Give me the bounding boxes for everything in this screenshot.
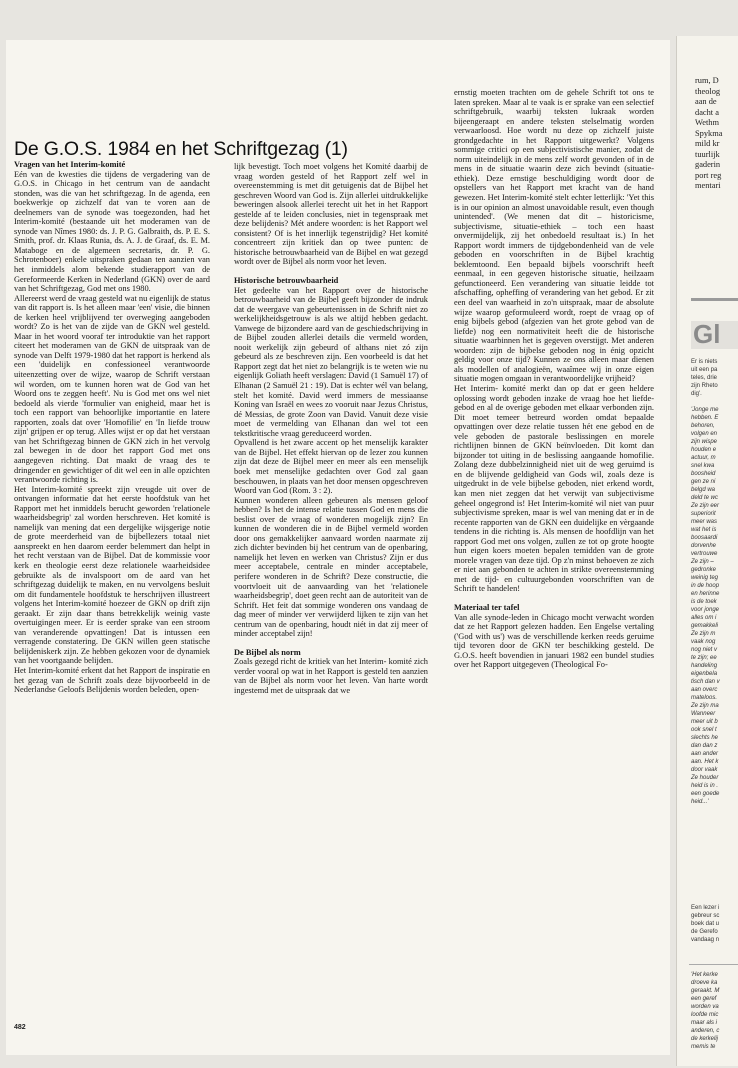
text-line: behoren, xyxy=(691,423,715,429)
article-title: De G.O.S. 1984 en het Schriftgezag (1) xyxy=(14,138,348,160)
text-line: dorvenhe xyxy=(691,543,717,549)
text-line: de kerkelij xyxy=(691,1036,719,1042)
paragraph: lijk bevestigt. Toch moet volgens het Komité daarbij de vraag worden gesteld of het Rapport zelf wel in overeenstemming is met dit getuigenis dat de Bijbel het geschreven Woord van God is. Zijn allerlei uitdrukkelijke beweringen alsook allerlei terecht uit het in het Rapport gestelde af te leiden conclusies, niet in tegenspraak met deze belijdenis? Mét andere woorden: is het Rapport wel consistent? Of is het innerlijk tegenstrijdig? Het komité concentreert zijn kritiek dan op twee punten: de historische betrouwbaarheid van de Bijbel en wat gezegd wordt over de Bijbel als norm voor het leven. xyxy=(234,162,428,267)
text-line: meer uit b xyxy=(691,719,718,725)
text-line: slechts he xyxy=(691,735,719,741)
text-line: voor jonge xyxy=(691,607,720,613)
text-line: mentari xyxy=(695,181,721,190)
next-page-heading: Gl xyxy=(693,319,721,349)
paragraph: Allereerst werd de vraag gesteld wat nu eigenlijk de status van dit rapport is. Is het alleen maar 'een' visie, die binnen de kerken heel vrijblijvend ter overweging aangeboden wordt? Zo is het van de zijde van de GKN wel gesteld. Maar in het woord vooraf ter introduktie van het rapport citeert het moderamen van de GKN de uitspraak van de synode van Delft 1979-1980 dat het rapport is herkend als een 'duidelijk en confessioneel verantwoorde uiteenzetting over de wijze, waarop de Schrift verstaan wil worden, om te kunnen horen wat de God van het Woord ons te zeggen heeft'. Nu is God met ons wel niet bedoeld als vierde 'formulier van enigheid, maar het is toch een rapport van behoorlijke importantie en latere rapporten, zoals dat over 'Homofilie' en 'In liefde trouw zijn' grijpen er op terug. Alles wijst er op dat het verstaan van het Schriftgezag binnen de GKN zich in het vervolg zal bewegen in de door het rapport God met ons aangegeven richting. Dat maakt de vraag des te dringender en gewichtiger of dit wel een in alle opzichten verantwoorde richting is. xyxy=(14,293,210,485)
text-line: ook snel t xyxy=(691,727,717,733)
paragraph: Opvallend is het zware accent op het menselijk karakter van de Bijbel. Het effekt hiervan op de lezer zou kunnen zijn dat deze de Bijbel meer en meer als een menselijk boek met menselijke gedachten over God zal gaan beschouwen, in plaats van het door mensen opgeschreven Woord van God (Rom. 3 : 2). xyxy=(234,438,428,496)
text-line: alles om i xyxy=(691,615,717,621)
text-line: meer was xyxy=(691,519,718,525)
text-line: memis te xyxy=(691,1044,716,1050)
text-line: rum, D xyxy=(695,76,719,85)
paragraph: Het Interim-komité spreekt zijn vreugde uit over de ontvangen informatie dat het eerste hoofdstuk van het Rapport met het inmiddels berucht geworden 'relationele waarheidsbegrip' zal worden herschreven. Het komité is namelijk van mening dat een dergelijke wijsgerige notie de grote meerderheid van de bijbellezers totaal niet aanspreekt en hen daarom eerder belemmert dan helpt in het recht verstaan van de Bijbel. Dat de kommissie voor kerk en theologie eerst deze relationele waarheidsidee gebruikte als de invalspoort om de aard van het schriftgezag duidelijk te maken, en nu vervolgens besluit om dit fundamentele hoofdstuk te herschrijven illustreert volgens het Interim-komité hoezeer de GKN op drift zijn geraakt. Er zijn daar thans betrekkelijk weinig vaste overtuigingen meer. Er is eerder sprake van een stroom van veranderende opvattingen! Dat is intussen een verragende constatering. De GKN willen geen statische belijdeniskerk zijn. Ze hebben gekozen voor de dynamiek van het voortgaande belijden. xyxy=(14,484,210,666)
text-line: gemakkeli xyxy=(691,623,719,629)
text-line: teles, drie xyxy=(691,375,718,381)
text-line: Ze zijn m xyxy=(691,631,716,637)
text-line: te zijn; ee xyxy=(691,655,717,661)
text-line: mild kr xyxy=(695,139,720,148)
text-line: aan overc xyxy=(691,687,718,693)
text-line: droeve ka xyxy=(691,980,718,986)
text-line: Een lezer i xyxy=(691,905,720,911)
text-line: gebreur sc xyxy=(691,913,720,919)
text-line: superiorit xyxy=(691,511,716,517)
text-line: mateloos. xyxy=(691,695,718,701)
text-line: houden e xyxy=(691,447,717,453)
text-line: uit een pa xyxy=(691,367,718,373)
text-line: 'Jonge me xyxy=(691,407,719,413)
text-line: aan de xyxy=(695,97,717,106)
text-line: nog niet v xyxy=(691,647,718,653)
text-line: 'Het kerke xyxy=(691,972,718,978)
text-line: port reg xyxy=(695,170,722,180)
text-line: tisch dan v xyxy=(691,679,720,685)
text-line: gen ze ni xyxy=(691,479,716,485)
text-line: tuurlijk xyxy=(695,149,720,159)
text-line: geraakt. M xyxy=(691,988,720,994)
text-line: Er is niets xyxy=(691,359,718,365)
text-line: in de hoop xyxy=(691,583,720,589)
text-column-2 xyxy=(234,162,428,696)
paragraph: ernstig moeten trachten om de gehele Schrift tot ons te laten spreken. Maar al te vaak is er sprake van een selectief schriftgebruik, waarbij teksten lukraak worden bijeengeraapt en andere teksten stelselmatig worden verwaarloosd. Hoe wordt nu deze op zichzelf juiste grondgedachte in het Rapport uitgewerkt? Volgens sommige critici op een subjectivistische manier, zodat de norm uiteindelijk in de mens zelf wordt gevonden of in de mens in de situatie waarin deze zich bevindt (situatie- ethiek). Deze ernstige beschuldiging wordt door de opstellers van het Rapport met kracht van de hand gewezen. Het Interim-komité stelt echter letterlijk: 'Yet this is in our opinion an almost unavoidable result, even though unintended'. (We menen dat dit – historicisme, subjectivisme, situatie-ethiek – toch een haast onvermijdelijk, zij het onbedoeld resultaat is.) In het Rapport wordt immers de tijdgebondenheid van de vele geboden en voorschriften in de Bijbel krachtig beklemtoond. Een bepaald bijbels voorschrift heeft eenmaal, in een gegeven historische situatie, heilzaam gefunctioneerd. Een verandering van situatie leidde tot afschaffing, opheffing of verandering van het gebod. Er zit een deel van waarheid in zo'n uitspraak, maar de absolute wijze waarop geformuleerd wordt, roept de vraag op of enig bijbels gebod (afgezien van het grote gebod van de liefde) nog een normativiteit heeft die de historische situatie waarbinnen het is gegeven overstijgt. Met anderen woorden: zijn de bijbelse geboden nog in énig opzicht geldig voor onze tijd? Kunnen ze ons alleen maar dienen als modellen of analogieën, waaîmee wij in onze eigen situatie mogen omgaan in verantwoordelijke vrijheid? xyxy=(454,88,654,384)
text-line: maar als i xyxy=(691,1020,718,1026)
text-line: anderen, c xyxy=(691,1028,720,1034)
text-line: weinig teg xyxy=(691,575,719,581)
text-line: theolog xyxy=(695,86,721,96)
text-line: boosheid xyxy=(691,471,716,477)
text-line: dacht a xyxy=(695,107,719,117)
next-page-lower xyxy=(691,904,738,944)
text-line: en herinne xyxy=(691,591,720,597)
text-line: handeling xyxy=(691,663,718,669)
paragraph: Zoals gezegd richt de kritiek van het Interim- komité zich verder vooral op wat in het Rapport is gesteld ten aanzien van de Bijbel als norm voor het leven. Van harte wordt ingestemd met de uitspraak dat we xyxy=(234,657,428,695)
text-line: zijn Rheto xyxy=(691,383,718,389)
text-line: snel kwa xyxy=(691,463,715,469)
text-line: loofde mic xyxy=(691,1012,719,1018)
text-line: aan. Het k xyxy=(691,759,719,765)
text-line: is de toek xyxy=(691,599,717,605)
paragraph: Eén van de kwesties die tijdens de vergadering van de G.O.S. in Chicago in het centrum van de aandacht stonden, was die van het schriftgezag. In de agenda, een boekwerkje op zichzelf dat van te voren aan de deelnemers van de synode was toegezonden, had het Interim-komité (bestaande uit het moderamen van de synode van Nîmes 1980: ds. J. P. G. Galbraith, ds. P. E. S. Smith, prof. dr. Klaas Runia, ds. A. J. de Graaf, ds. E. M. Mataboge en de algemeen secretaris, dr. P. G. Schrotenboer) enkele uitspraken gedaan ten aanzien van het inmiddels alom bekende studierapport van de Gereformeerde Kerken in Nederland (GKN) over de aard van het Schriftgezag, God met ons 1980. xyxy=(14,169,210,294)
paragraph: Het Interim- komité merkt dan op dat er geen heldere oplossing wordt geboden inzake de vraag hoe het liefde-gebod en al de overige geboden met elkaar verbonden zijn. Dit moet temeer betreurd worden omdat bepaalde opvattingen over deze relatie tussen hét ene gebod en de vele geboden de pastorale beslissingen en morele richtlijnen binnen de GKN beïnvloeden. Dit komt dan bijzonder tot uiting in de beslissing aangaande homofilie. Zolang deze dubbelzinnigheid niet uit de weg geruimd is en de blijvende geldigheid van Gods wil, zoals deze is uitgedrukt in de vele bijbelse geboden, niet erkend wordt, kan men niet zeggen dat het verwijt van subjectivisme geheel ongegrond is! Het Interim-komité wil niet van puur subjectivisme spreken, maar is wel van mening dat er in de recente rapporten van de GKN een duidelijke en vèrgaande tendens in die richting is. Als mensen de hoofdlijn van het rapport God met ons volgen, zullen ze tot op grote hoogte hun eigen koers moeten bepalen temidden van de grote morele vragen van deze tijd. Op z'n minst behoeven ze zich er niet aan gebonden te achten in strikte overeenstemming met de tijd- en cultuurgebonden voorschriften van de Schrift te handelen! xyxy=(454,383,654,594)
text-line: deld te wc xyxy=(691,495,719,501)
text-line: de Gerefo xyxy=(691,929,718,935)
text-line: Spykma xyxy=(695,128,723,138)
text-line: door vaak xyxy=(691,767,718,773)
text-line: eigenbela xyxy=(691,671,718,677)
text-line: actuur, m xyxy=(691,455,716,461)
next-page-fragment xyxy=(676,36,738,1066)
text-line: volgen en xyxy=(691,431,718,437)
text-line: vandaag n xyxy=(691,937,720,943)
next-page-quote xyxy=(691,406,738,806)
paragraph: Het gedeelte van het Rapport over de historische betrouwbaarheid van de Bijbel geeft bijzonder de indruk dat de weergave van gebeurtenissen in de Schrift niet zo werkelijkheidsgetrouw is als we altijd hebben gedacht. Vanwege de bijzondere aard van de geschiedschrijving in de Bijbel zouden allerlei details die vermeld worden, nooit werkelijk zijn gebeurd of althans niet zó zijn gebeurd als ze beschreven zijn. Een voorbeeld is dat het Rapport zegt dat het niet zo belangrijk is te weten wie nu eigenlijk Goliath heeft verslagen: David (1 Samuël 17) of Elhanan (2 Samuël 21 : 19). Dat is echter wél van belang, stelt het komité. David werd immers de messiaanse Koning van Israël en wees zo vooruit naar Jezus Christus, dé Messias, de grote Zoon van David. Vanuit deze visie moet de vermelding van Elhanan dan wel tot een tekstkritische vraag gereduceerd worden. xyxy=(234,285,428,438)
text-column-1 xyxy=(14,160,210,695)
next-page-box xyxy=(689,964,738,1066)
text-line: dig'. xyxy=(691,391,702,397)
text-line: boek dat u xyxy=(691,921,720,927)
text-line: heid is in . xyxy=(691,783,719,789)
text-line: belgd wa xyxy=(691,487,716,493)
text-line: vaak nog xyxy=(691,639,716,645)
section-heading: De Bijbel als norm xyxy=(234,647,301,657)
next-page-intro xyxy=(691,358,738,398)
text-line: aan ander xyxy=(691,751,719,757)
text-line: Ze zijn eer xyxy=(691,503,720,509)
text-line: hebben. E xyxy=(691,415,719,421)
text-line: een geref xyxy=(691,996,717,1002)
page-number: 482 xyxy=(14,1024,26,1031)
text-line: Wanneer xyxy=(691,711,716,717)
text-line: gedronke xyxy=(691,567,717,573)
text-line: zijn wispe xyxy=(691,439,718,445)
text-line: Ze houder xyxy=(691,775,719,781)
text-line: boosaardi xyxy=(691,535,718,541)
text-line: worden va xyxy=(691,1004,719,1010)
next-page-box-text xyxy=(691,971,738,1051)
text-line: vertrouwe xyxy=(691,551,718,557)
magazine-page xyxy=(6,40,670,1055)
section-heading: Materiaal ter tafel xyxy=(454,602,520,612)
paragraph: Het Interim-komité erkent dat het Rapport de inspiratie en het gezag van de Schrift zoals deze bijvoorbeeld in de Nederlandse Geloofs Belijdenis worden beleden, open- xyxy=(14,665,210,695)
section-heading: Vragen van het Interim-komité xyxy=(14,160,126,169)
text-line: Ze zijn – xyxy=(691,559,714,565)
text-line: gaderin xyxy=(695,160,721,169)
text-column-3 xyxy=(454,88,654,670)
section-heading: Historische betrouwbaarheid xyxy=(234,276,339,286)
next-page-top-lines xyxy=(695,76,722,192)
section-rule xyxy=(691,298,738,301)
paragraph: Van alle synode-leden in Chicago mocht verwacht worden dat ze het Rapport gelezen hadden. Een Engelse vertaling ('God with us') was de verschillende kerken reeds geruime tijd tevoren door de GKN ter beschikking gesteld. De G.O.S. heeft bovendien in januari 1982 een bundel studies over het Rapport uitgegeven (Theological Fo- xyxy=(454,612,654,670)
text-line: Ze zijn ma xyxy=(691,703,719,709)
text-line: een goede xyxy=(691,791,720,797)
heading-band xyxy=(691,321,738,349)
text-line: wat het is xyxy=(691,527,717,533)
text-line: heid...' xyxy=(691,799,709,805)
text-line: Wethm xyxy=(695,118,719,127)
paragraph: Kunnen wonderen alleen gebeuren als mensen geloof hebben? Is het de intense relatie tussen God en mens die beslist over de vraag of wonderen mogelijk zijn? En kunnen de wonderen die in de Bijbel vermeld worden door ons gemakkelijker aanvaard worden naarmate zij zich dichter bevinden bij het centrum van de openbaring, namelijk het leven en werken van Christus? Zijn er dus meer acceptabele, centrale en minder acceptabele, perifere wonderen in de Schrift? Deze constructie, die voortvloeit uit de aanvaarding van het 'relationele waarheidsbegrip', doet geen recht aan de autoriteit van de Schrift. Het feit dat sommige wonderen ons vandaag de dag meer of minder ver verwijderd lijken te zijn van het centrum van de openbaring, houdt niét in dat zij meer of minder acceptabel zijn! xyxy=(234,495,428,639)
text-line: dan dan z xyxy=(691,743,718,749)
